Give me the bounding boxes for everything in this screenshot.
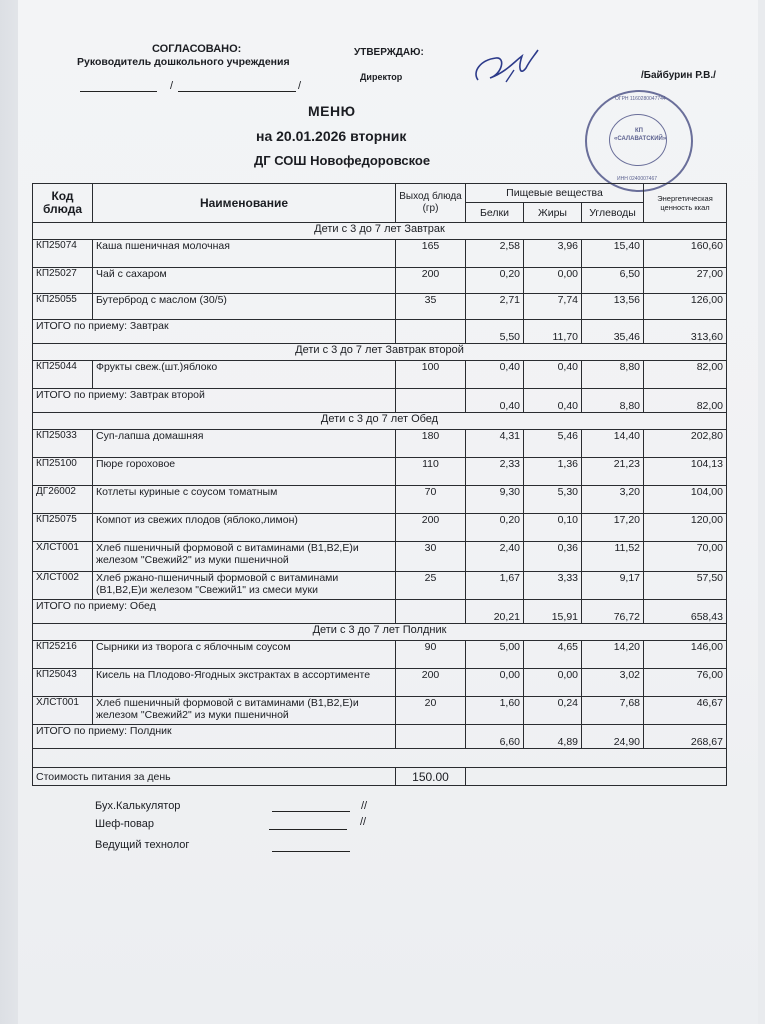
dish-energy: 27,00 (644, 268, 727, 294)
total-protein: 6,60 (466, 725, 524, 749)
dish-carbs: 17,20 (582, 514, 644, 542)
table-row (33, 361, 727, 389)
dish-name: Хлеб пшеничный формовой с витаминами (В1,В2,Е)и железом "Свежий2" из муки пшеничной (93, 697, 396, 725)
dish-fat: 5,46 (524, 430, 582, 458)
total-carbs: 76,72 (582, 600, 644, 624)
dish-name: Фрукты свеж.(шт.)яблоко (93, 361, 396, 389)
dish-carbs: 14,40 (582, 430, 644, 458)
stamp-kp: КП (635, 128, 643, 134)
total-energy: 82,00 (644, 389, 727, 413)
dish-protein: 1,67 (466, 572, 524, 600)
signature-mark-2: // (360, 816, 367, 828)
dish-yield: 100 (396, 361, 466, 389)
agreed-role: Руководитель дошкольного учреждения (77, 56, 290, 68)
dish-energy: 160,60 (644, 240, 727, 268)
dish-carbs: 21,23 (582, 458, 644, 486)
dish-energy: 104,13 (644, 458, 727, 486)
agreed-label: СОГЛАСОВАНО: (152, 43, 242, 55)
dish-code: ХЛСТ001 (33, 697, 93, 725)
dish-yield: 35 (396, 294, 466, 320)
dish-energy: 70,00 (644, 542, 727, 572)
dish-protein: 0,00 (466, 669, 524, 697)
dish-name: Каша пшеничная молочная (93, 240, 396, 268)
dish-code: КП25027 (33, 268, 93, 294)
dish-name: Сырники из творога с яблочным соусом (93, 641, 396, 669)
col-energy-header: Энергетическая ценность ккал (644, 184, 727, 223)
table-row (33, 697, 727, 725)
table-row (33, 669, 727, 697)
total-energy: 313,60 (644, 320, 727, 344)
dish-fat: 4,65 (524, 641, 582, 669)
dish-protein: 2,40 (466, 542, 524, 572)
col-yield-header: Выход блюда (гр) (396, 184, 466, 223)
total-label: ИТОГО по приему: Полдник (33, 725, 396, 749)
dish-carbs: 11,52 (582, 542, 644, 572)
director-name: /Байбурин Р.В./ (641, 70, 716, 81)
section-title: Дети с 3 до 7 лет Полдник (33, 624, 727, 641)
dish-fat: 7,74 (524, 294, 582, 320)
dish-protein: 9,30 (466, 486, 524, 514)
total-carbs: 24,90 (582, 725, 644, 749)
dish-name: Бутерброд с маслом (30/5) (93, 294, 396, 320)
dish-fat: 0,40 (524, 361, 582, 389)
dish-name: Кисель на Плодово-Ягодных экстрактах в ассортименте (93, 669, 396, 697)
stamp-inner-ring (609, 114, 667, 166)
dish-protein: 0,20 (466, 268, 524, 294)
total-fat: 4,89 (524, 725, 582, 749)
dish-carbs: 3,20 (582, 486, 644, 514)
dish-code: КП25216 (33, 641, 93, 669)
spacer-row (33, 749, 727, 768)
total-energy: 658,43 (644, 600, 727, 624)
menu-date: на 20.01.2026 вторник (256, 128, 407, 144)
dish-energy: 120,00 (644, 514, 727, 542)
col-name-header: Наименование (93, 184, 396, 223)
dish-carbs: 6,50 (582, 268, 644, 294)
dish-fat: 0,10 (524, 514, 582, 542)
dish-protein: 2,71 (466, 294, 524, 320)
total-carbs: 8,80 (582, 389, 644, 413)
dish-protein: 0,20 (466, 514, 524, 542)
table-row (33, 240, 727, 268)
dish-energy: 202,80 (644, 430, 727, 458)
stamp-ogrn: ОГРН 1160280047744 (615, 96, 666, 102)
stamp-inn: ИНН 0240007467 (617, 176, 658, 182)
dish-fat: 3,96 (524, 240, 582, 268)
dish-code: КП25100 (33, 458, 93, 486)
dish-yield: 180 (396, 430, 466, 458)
director-role: Директор (360, 72, 403, 82)
signature-blank-3 (272, 840, 350, 852)
signature-role-2: Шеф-повар (95, 818, 154, 830)
section-title: Дети с 3 до 7 лет Завтрак (33, 223, 727, 240)
stamp-name: «САЛАВАТСКИЙ» (614, 136, 667, 142)
dish-fat: 3,33 (524, 572, 582, 600)
cost-label: Стоимость питания за день (33, 768, 396, 786)
total-energy: 268,67 (644, 725, 727, 749)
dish-carbs: 7,68 (582, 697, 644, 725)
total-yield (396, 320, 466, 344)
table-row (33, 430, 727, 458)
menu-table (32, 183, 727, 786)
dish-fat: 5,30 (524, 486, 582, 514)
seal-stamp (585, 90, 693, 192)
dish-carbs: 3,02 (582, 669, 644, 697)
table-row (33, 572, 727, 600)
total-carbs: 35,46 (582, 320, 644, 344)
signature-blank-2 (269, 818, 347, 830)
table-row (33, 542, 727, 572)
dish-protein: 2,33 (466, 458, 524, 486)
total-row (33, 320, 727, 344)
total-label: ИТОГО по приему: Обед (33, 600, 396, 624)
table-row (33, 268, 727, 294)
dish-yield: 200 (396, 669, 466, 697)
dish-carbs: 15,40 (582, 240, 644, 268)
dish-code: ДГ26002 (33, 486, 93, 514)
dish-code: КП25075 (33, 514, 93, 542)
dish-name: Пюре гороховое (93, 458, 396, 486)
dish-protein: 5,00 (466, 641, 524, 669)
dish-yield: 30 (396, 542, 466, 572)
dish-fat: 0,24 (524, 697, 582, 725)
dish-yield: 110 (396, 458, 466, 486)
col-carbs-header: Углеводы (582, 203, 644, 223)
dish-name: Компот из свежих плодов (яблоко,лимон) (93, 514, 396, 542)
signature-line-2 (178, 80, 296, 92)
dish-yield: 200 (396, 268, 466, 294)
total-yield (396, 389, 466, 413)
table-row (33, 294, 727, 320)
page-title: МЕНЮ (308, 103, 356, 119)
cost-value: 150.00 (396, 768, 466, 786)
dish-energy: 46,67 (644, 697, 727, 725)
approve-label: УТВЕРЖДАЮ: (354, 47, 424, 58)
dish-yield: 90 (396, 641, 466, 669)
dish-code: КП25044 (33, 361, 93, 389)
slash-1: / (170, 80, 174, 92)
total-fat: 11,70 (524, 320, 582, 344)
dish-code: КП25033 (33, 430, 93, 458)
section-title: Дети с 3 до 7 лет Завтрак второй (33, 344, 727, 361)
dish-yield: 20 (396, 697, 466, 725)
total-fat: 0,40 (524, 389, 582, 413)
col-code-header: Код блюда (33, 184, 93, 223)
dish-code: КП25074 (33, 240, 93, 268)
dish-energy: 126,00 (644, 294, 727, 320)
col-nutrients-header: Пищевые вещества (466, 184, 644, 203)
dish-yield: 200 (396, 514, 466, 542)
dish-code: КП25043 (33, 669, 93, 697)
signature-blank-1 (272, 800, 350, 812)
dish-yield: 165 (396, 240, 466, 268)
total-protein: 20,21 (466, 600, 524, 624)
total-row (33, 725, 727, 749)
total-protein: 5,50 (466, 320, 524, 344)
dish-carbs: 14,20 (582, 641, 644, 669)
total-row (33, 600, 727, 624)
dish-name: Хлеб пшеничный формовой с витаминами (В1,В2,Е)и железом "Свежий2" из муки пшеничной (93, 542, 396, 572)
total-protein: 0,40 (466, 389, 524, 413)
director-signature (466, 42, 548, 92)
dish-code: ХЛСТ002 (33, 572, 93, 600)
dish-energy: 82,00 (644, 361, 727, 389)
table-row (33, 514, 727, 542)
slash-2: / (298, 80, 302, 92)
cost-empty (466, 768, 727, 786)
dish-carbs: 9,17 (582, 572, 644, 600)
dish-yield: 25 (396, 572, 466, 600)
dish-yield: 70 (396, 486, 466, 514)
dish-carbs: 13,56 (582, 294, 644, 320)
table-row (33, 641, 727, 669)
dish-fat: 1,36 (524, 458, 582, 486)
dish-energy: 57,50 (644, 572, 727, 600)
table-row (33, 458, 727, 486)
total-label: ИТОГО по приему: Завтрак (33, 320, 396, 344)
dish-code: КП25055 (33, 294, 93, 320)
dish-fat: 0,00 (524, 669, 582, 697)
dish-energy: 104,00 (644, 486, 727, 514)
dish-code: ХЛСТ001 (33, 542, 93, 572)
dish-protein: 2,58 (466, 240, 524, 268)
total-label: ИТОГО по приему: Завтрак второй (33, 389, 396, 413)
dish-fat: 0,36 (524, 542, 582, 572)
organization-name: ДГ СОШ Новофедоровское (254, 153, 431, 168)
dish-name: Котлеты куриные с соусом томатным (93, 486, 396, 514)
col-fat-header: Жиры (524, 203, 582, 223)
col-protein-header: Белки (466, 203, 524, 223)
total-fat: 15,91 (524, 600, 582, 624)
dish-name: Хлеб ржано-пшеничный формовой с витаминами (В1,В2,Е)и железом "Свежий1" из смеси муки (93, 572, 396, 600)
total-row (33, 389, 727, 413)
dish-protein: 0,40 (466, 361, 524, 389)
dish-name: Чай с сахаром (93, 268, 396, 294)
dish-energy: 146,00 (644, 641, 727, 669)
total-yield (396, 725, 466, 749)
table-row (33, 486, 727, 514)
dish-carbs: 8,80 (582, 361, 644, 389)
dish-protein: 4,31 (466, 430, 524, 458)
signature-line-1 (80, 80, 157, 92)
total-yield (396, 600, 466, 624)
dish-fat: 0,00 (524, 268, 582, 294)
dish-protein: 1,60 (466, 697, 524, 725)
signature-role-3: Ведущий технолог (95, 839, 190, 851)
dish-energy: 76,00 (644, 669, 727, 697)
signature-mark-1: // (361, 800, 368, 812)
dish-name: Суп-лапша домашняя (93, 430, 396, 458)
signature-role-1: Бух.Калькулятор (95, 800, 181, 812)
section-title: Дети с 3 до 7 лет Обед (33, 413, 727, 430)
